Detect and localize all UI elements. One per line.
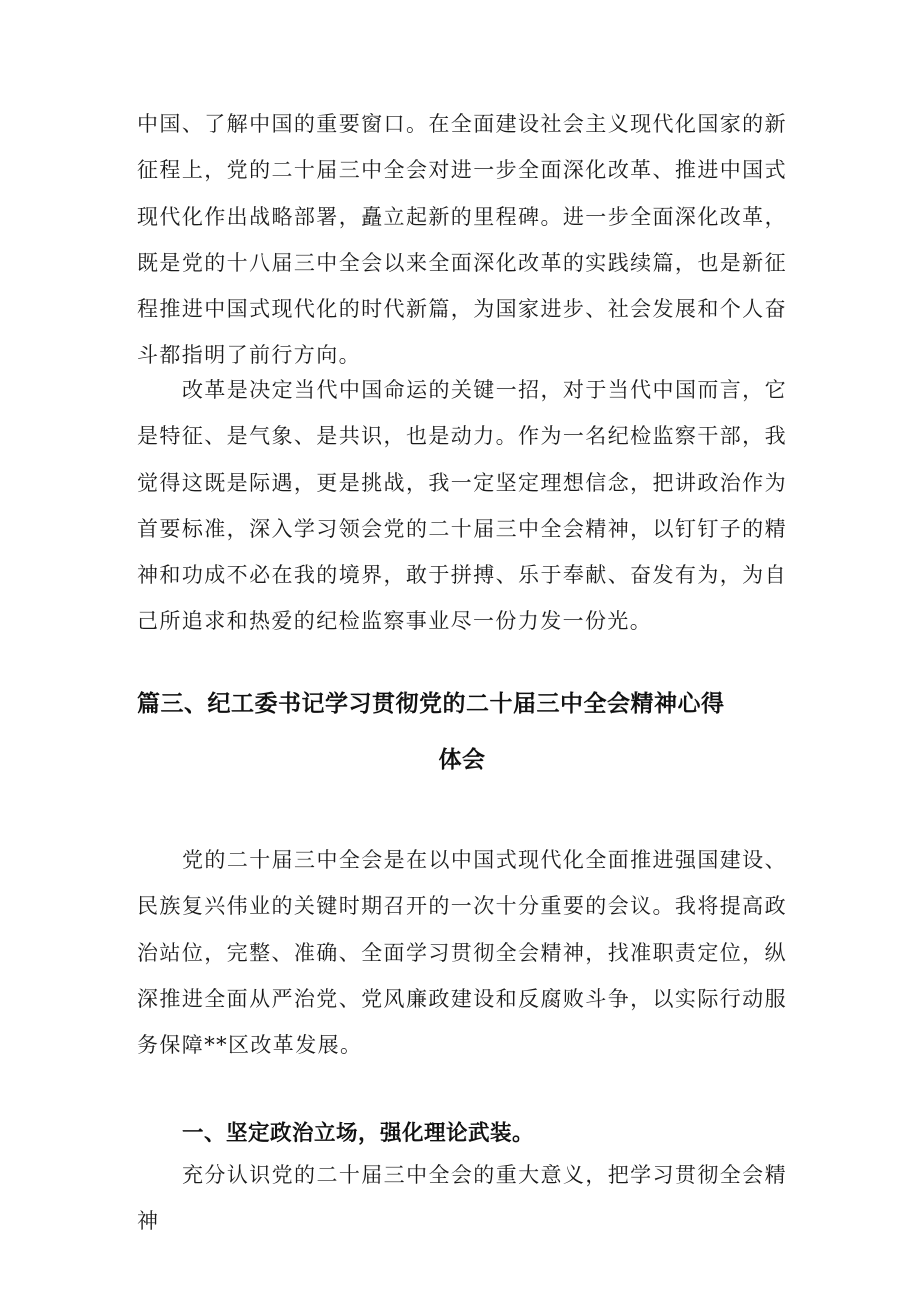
- subheading-point-1: 一、坚定政治立场，强化理论武装。: [182, 1121, 535, 1146]
- paragraph-reform: 改革是决定当代中国命运的关键一招，对于当代中国而言，它是特征、是气象、是共识，也是动力。作为一名纪检监察干部，我觉得这既是际遇，更是挑战，我一定坚定理想信念，把讲政治作为首要标准，深入学习领会党的二十届三中全会精神，以钉钉子的精神和功成不必在我的境界，敢于拼搏、乐于奉献、奋发有为，为自己所追求和热爱的纪检监察事业尽一份力发一份光。: [137, 378, 787, 634]
- section-title-line2: 体会: [438, 747, 486, 773]
- section-title-line1: 篇三、纪工委书记学习贯彻党的二十届三中全会精神心得: [137, 691, 725, 717]
- paragraph-point-1: 充分认识党的二十届三中全会的重大意义，把学习贯彻全会精神: [137, 1163, 787, 1234]
- paragraph-intro: 党的二十届三中全会是在以中国式现代化全面推进强国建设、民族复兴伟业的关键时期召开的一次十分重要的会议。我将提高政治站位，完整、准确、全面学习贯彻全会精神，找准职责定位，纵深推进全面从严治党、党风廉政建设和反腐败斗争，以实际行动服务保障**区改革发展。: [137, 848, 787, 1058]
- paragraph-continued: 中国、了解中国的重要窗口。在全面建设社会主义现代化国家的新征程上，党的二十届三中全会对进一步全面深化改革、推进中国式现代化作出战略部署，矗立起新的里程碑。进一步全面深化改革，既是党的十八届三中全会以来全面深化改革的实践续篇，也是新征程推进中国式现代化的时代新篇，为国家进步、社会发展和个人奋斗都指明了前行方向。: [137, 112, 787, 368]
